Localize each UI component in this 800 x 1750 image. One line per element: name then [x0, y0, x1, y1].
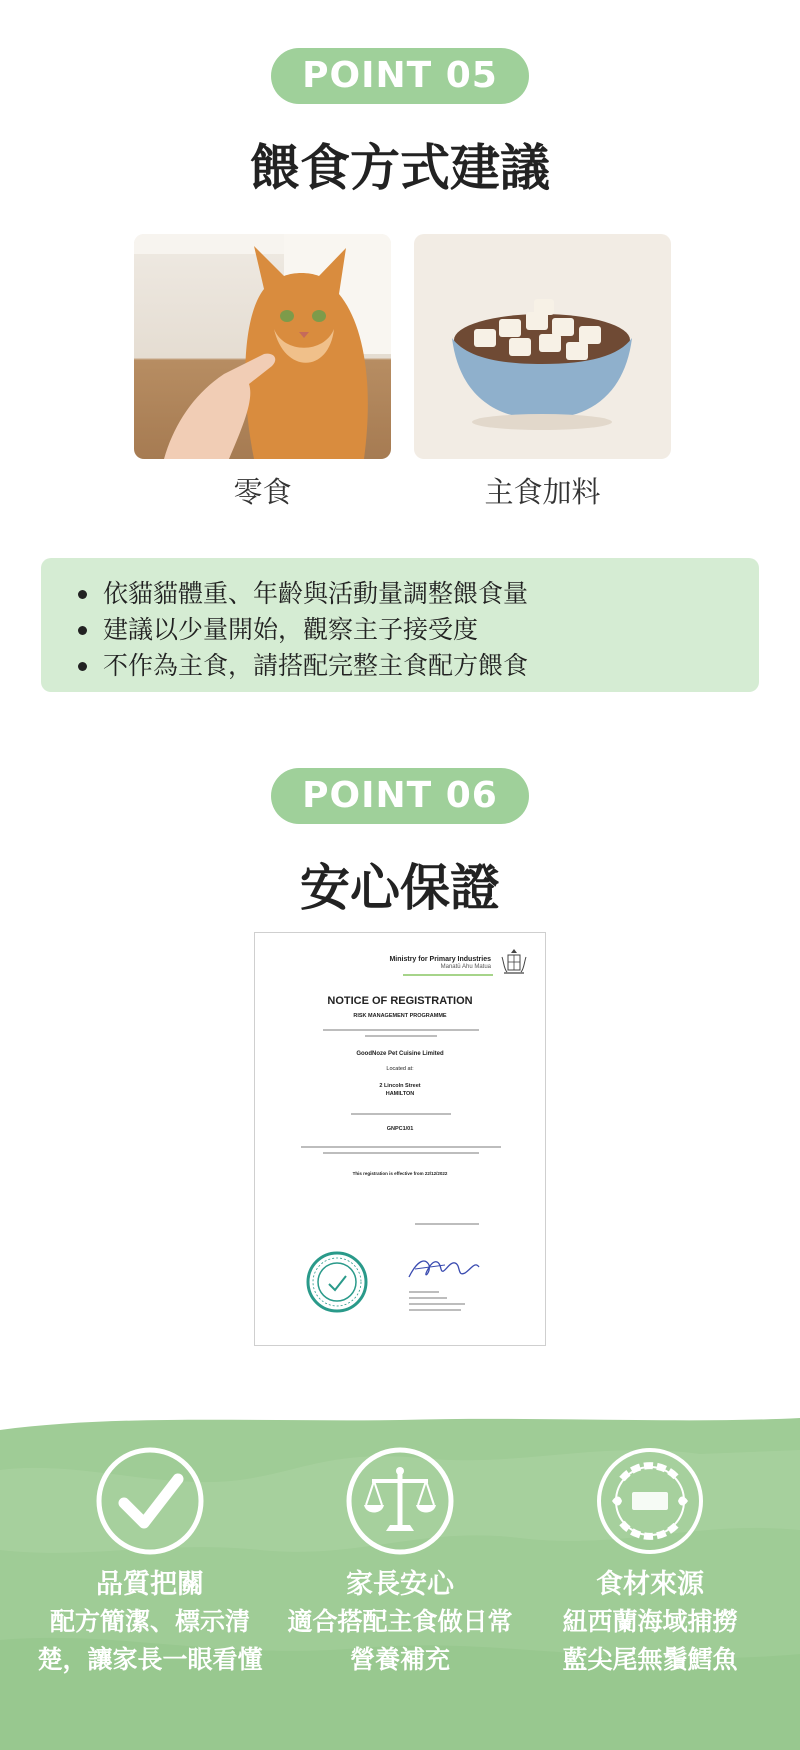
- image-caption-snack: 零食: [233, 475, 292, 509]
- illegible-text-line: [409, 1297, 447, 1299]
- ministry-divider: [403, 974, 493, 976]
- feature-ingredient-source: [525, 1445, 775, 1679]
- illegible-text-line: [323, 1152, 479, 1154]
- feature-description-line: 紐西蘭海域捕撈: [562, 1607, 738, 1636]
- cat-treat-photo: [134, 234, 391, 459]
- illegible-text-line: [415, 1223, 479, 1225]
- point-05-badge: POINT 05: [271, 48, 529, 104]
- feature-description-line: 藍尖尾無鬚鱈魚: [562, 1645, 738, 1674]
- certificate-effective-date: This registration is effective from 22/12/2022: [352, 1171, 448, 1176]
- checkmark-icon: [94, 1445, 206, 1557]
- list-item: [75, 612, 759, 648]
- bowl-illustration: [414, 234, 671, 459]
- list-item: [75, 576, 759, 612]
- feature-quality: [25, 1445, 275, 1679]
- bullet-icon: [78, 626, 87, 635]
- cat-illustration: [134, 234, 391, 459]
- food-bowl-photo: [414, 234, 671, 459]
- illegible-text-line: [323, 1029, 479, 1031]
- bullet-icon: [78, 590, 87, 599]
- list-item: [75, 648, 759, 684]
- feature-peace-of-mind: [275, 1445, 525, 1679]
- certificate-located-label: Located at:: [386, 1066, 414, 1072]
- nz-coat-of-arms-icon: [499, 947, 529, 977]
- illegible-text-line: [409, 1291, 439, 1293]
- certificate-programme: RISK MANAGEMENT PROGRAMME: [353, 1013, 447, 1019]
- certificate-title: NOTICE OF REGISTRATION: [327, 995, 473, 1007]
- feature-title: 品質把關: [96, 1569, 204, 1600]
- natural-100-product-icon: [594, 1445, 706, 1557]
- ministry-maori-name: Manatū Ahu Matua: [440, 964, 491, 970]
- official-signature: [405, 1251, 483, 1285]
- feature-description-line: 適合搭配主食做日常: [287, 1607, 513, 1636]
- tip-text: 依貓貓體重、年齡與活動量調整餵食量: [103, 579, 529, 608]
- bullet-icon: [78, 662, 87, 671]
- tip-text: 不作為主食，請搭配完整主食配方餵食: [103, 651, 529, 680]
- illegible-text-line: [365, 1035, 437, 1037]
- illegible-text-line: [409, 1309, 461, 1311]
- registration-certificate: [254, 932, 546, 1346]
- point-06-badge: POINT 06: [271, 768, 529, 824]
- certificate-address-city: HAMILTON: [385, 1091, 415, 1097]
- certificate-identifier: GNPC1/01: [386, 1126, 414, 1132]
- certificate-address-street: 2 Lincoln Street: [379, 1083, 421, 1089]
- feeding-tips-box: [41, 558, 759, 692]
- feature-description-line: 營養補充: [349, 1645, 450, 1674]
- feature-description-line: 楚，讓家長一眼看懂: [37, 1645, 263, 1674]
- illegible-text-line: [301, 1146, 501, 1148]
- illegible-text-line: [351, 1113, 451, 1115]
- certificate-company: GoodNoze Pet Cuisine Limited: [356, 1051, 444, 1057]
- scale-icon: [344, 1445, 456, 1557]
- section-5-title: 餵食方式建議: [250, 139, 550, 197]
- feature-title: 食材來源: [596, 1569, 704, 1600]
- feeding-tips-list: [75, 576, 759, 684]
- ministry-seal-stamp: [305, 1250, 369, 1314]
- tip-text: 建議以少量開始，觀察主子接受度: [103, 615, 479, 644]
- image-caption-topper: 主食加料: [484, 475, 601, 509]
- ministry-name: Ministry for Primary Industries: [389, 956, 491, 963]
- illegible-text-line: [409, 1303, 465, 1305]
- feature-title: 家長安心: [346, 1569, 454, 1600]
- section-6-title: 安心保證: [300, 859, 500, 917]
- feature-description-line: 配方簡潔、標示清: [49, 1607, 250, 1636]
